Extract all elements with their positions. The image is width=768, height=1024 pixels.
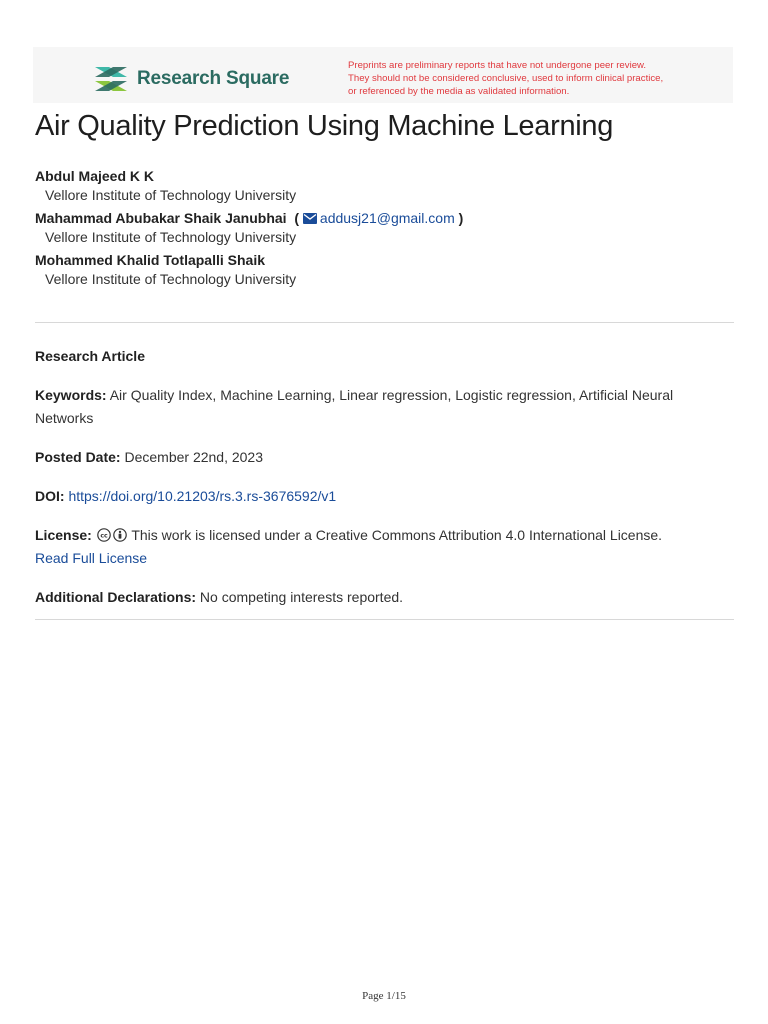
read-full-license-link[interactable]: Read Full License [35,550,148,566]
author-email: addusj21@gmail.com [319,210,455,226]
declarations-row [35,586,725,609]
license-text: This work is licensed under a Creative Commons Attribution 4.0 International License. [131,527,663,543]
keywords-label: Keywords: [35,387,107,403]
divider-top [35,322,734,323]
logo-text: Research Square [137,68,290,89]
research-square-logo-icon [93,64,129,94]
author-name-with-email: Mahammad Abubakar Shaik Janubhai ( addusj21@gmail.com ) [35,210,464,226]
preprint-banner [33,47,733,103]
article-metadata [35,345,725,625]
doi-label: DOI: [35,488,65,504]
author-entry [35,251,735,289]
research-square-logo[interactable] [93,64,289,94]
posted-date-value: December 22nd, 2023 [124,449,264,465]
article-type [35,345,725,368]
doi-link[interactable]: https://doi.org/10.21203/rs.3.rs-3676592/v1 [68,488,337,504]
disclaimer-line: or referenced by the media as validated information. [348,86,570,97]
creative-commons-icon [97,528,111,542]
posted-date-label: Posted Date: [35,449,121,465]
divider-bottom [35,619,734,620]
declarations-label: Additional Declarations: [35,589,197,605]
attribution-icon [113,528,127,542]
svg-text:cc: cc [100,532,108,540]
author-affiliation: Vellore Institute of Technology University [45,229,297,245]
author-name: Mahammad Abubakar Shaik Janubhai [35,210,287,226]
author-name: Mohammed Khalid Totlapalli Shaik [35,252,265,268]
author-list [35,167,735,293]
posted-date-row [35,446,725,469]
declarations-value: No competing interests reported. [199,589,404,605]
envelope-icon [303,213,317,224]
preprint-disclaimer [348,59,708,98]
license-label: License: [35,527,92,543]
doi-row [35,485,725,508]
disclaimer-line: Preprints are preliminary reports that have not undergone peer review. [348,60,647,71]
keywords-row [35,384,725,430]
paper-title: Air Quality Prediction Using Machine Learning [35,110,614,142]
disclaimer-line: They should not be considered conclusive, used to inform clinical practice, [348,73,664,84]
author-name: Abdul Majeed K K [35,168,155,184]
keywords-value: Air Quality Index, Machine Learning, Linear regression, Logistic regression, Artificial Neural Networks [35,387,674,426]
article-type-label: Research Article [35,348,145,364]
author-affiliation: Vellore Institute of Technology University [45,187,297,203]
author-entry [35,209,735,247]
author-entry [35,167,735,205]
author-affiliation: Vellore Institute of Technology University [45,271,297,287]
page-number: Page 1/15 [362,990,406,1002]
author-email-link[interactable] [299,210,459,226]
license-row [35,524,725,570]
